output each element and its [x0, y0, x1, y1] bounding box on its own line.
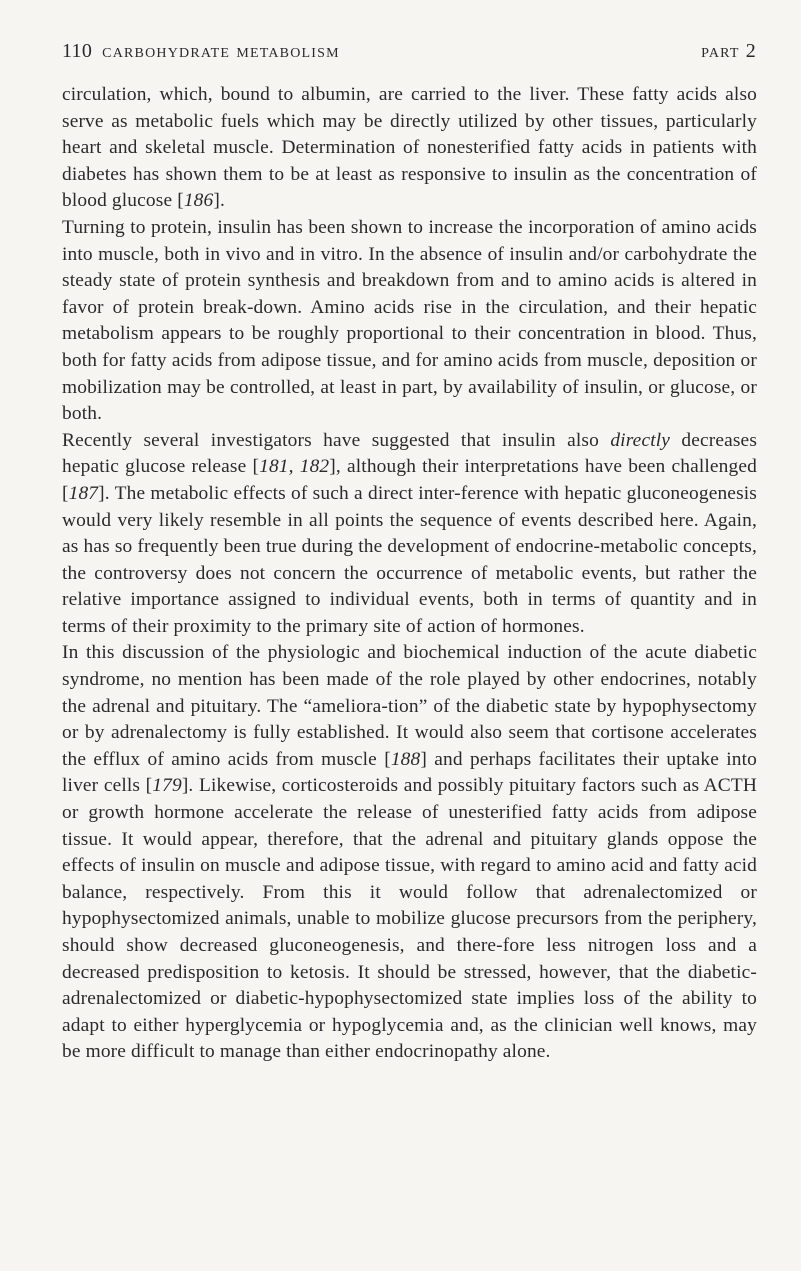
- text-run: decreases hepatic glucose release [: [62, 429, 758, 478]
- running-head-left: [62, 40, 340, 63]
- part-label: part 2: [701, 40, 757, 62]
- text-run: ] and perhaps facilitates their uptake into liver cells [: [62, 748, 757, 797]
- italic-text: 187: [68, 482, 99, 504]
- text-run: ]. The metabolic effects of such a direct inter-ference with hepatic gluconeogenesis would very likely resemble in all points the sequence of events described here. Again, as has so frequently been true during the development of endocrine-metabolic concepts, the controversy does not concern the occurrence of metabolic events, but rather the relative importance assigned to individual events, both in terms of quantity and in terms of their proximity to the primary site of action of hormones.: [62, 482, 757, 637]
- text-run: Recently several investigators have suggested that insulin also: [62, 429, 611, 451]
- italic-text: 181, 182: [259, 456, 330, 478]
- text-run: ].: [213, 190, 225, 212]
- italic-text: 188: [390, 748, 421, 770]
- running-head: [62, 40, 757, 74]
- text-run: ], although their interpretations have been challenged [: [62, 456, 757, 504]
- text-run: circulation, which, bound to albumin, are carried to the liver. These fatty acids also serve as metabolic fuels which may be directly utilized by other tissues, particularly heart and skeletal muscle. Determination of nonesterified fatty acids in patients with diabetes has shown them to be at least as responsive to insulin as the concentration of blood glucose [: [62, 84, 757, 212]
- italic-text: 179: [152, 775, 182, 797]
- paragraph: [62, 428, 757, 641]
- paragraph: [62, 215, 757, 428]
- text-run: ]. Likewise, corticosteroids and possibly pituitary factors such as ACTH or growth hormone accelerate the release of unesterified fatty acids from adipose tissue. It would appear, therefore, that the adrenal and pituitary glands oppose the effects of insulin on muscle and adipose tissue, with regard to amino acid and fatty acid balance, respectively. From this it would follow that adrenalectomized or hypophysectomized animals, unable to mobilize glucose precursors from the periphery, should show decreased gluconeogenesis, and there-fore less nitrogen loss and a decreased predisposition to ketosis. It should be stressed, however, that the diabetic-adrenalectomized or diabetic-hypophysectomized state implies loss of the ability to adapt to either hyperglycemia or hypoglycemia and, as the clinician well knows, may be more difficult to manage than either endocrinopathy alone.: [62, 775, 758, 1063]
- italic-text: directly: [610, 429, 671, 451]
- section-title: carbohydrate metabolism: [102, 40, 340, 62]
- italic-text: 186: [183, 190, 214, 212]
- paragraph: [62, 82, 757, 215]
- body-text: [62, 82, 757, 1066]
- text-run: Turning to protein, insulin has been shown to increase the incorporation of amino acids into muscle, both in vivo and in vitro. In the absence of insulin and/or carbohydrate the steady state of protein synthesis and breakdown from and to amino acids is altered in favor of protein break-down. Amino acids rise in the circulation, and their hepatic metabolism appears to be roughly proportional to their concentration in blood. Thus, both for fatty acids from adipose tissue, and for amino acids from muscle, deposition or mobilization may be controlled, at least in part, by availability of insulin, or glucose, or both.: [62, 216, 757, 425]
- paragraph: [62, 640, 757, 1066]
- page-number: 110: [62, 40, 93, 62]
- text-run: In this discussion of the physiologic and biochemical induction of the acute diabetic syndrome, no mention has been made of the role played by other endocrines, notably the adrenal and pituitary. The “ameliora-tion” of the diabetic state by hypophysectomy or by adrenalectomy is fully established. It would also seem that cortisone accelerates the efflux of amino acids from muscle [: [62, 642, 757, 770]
